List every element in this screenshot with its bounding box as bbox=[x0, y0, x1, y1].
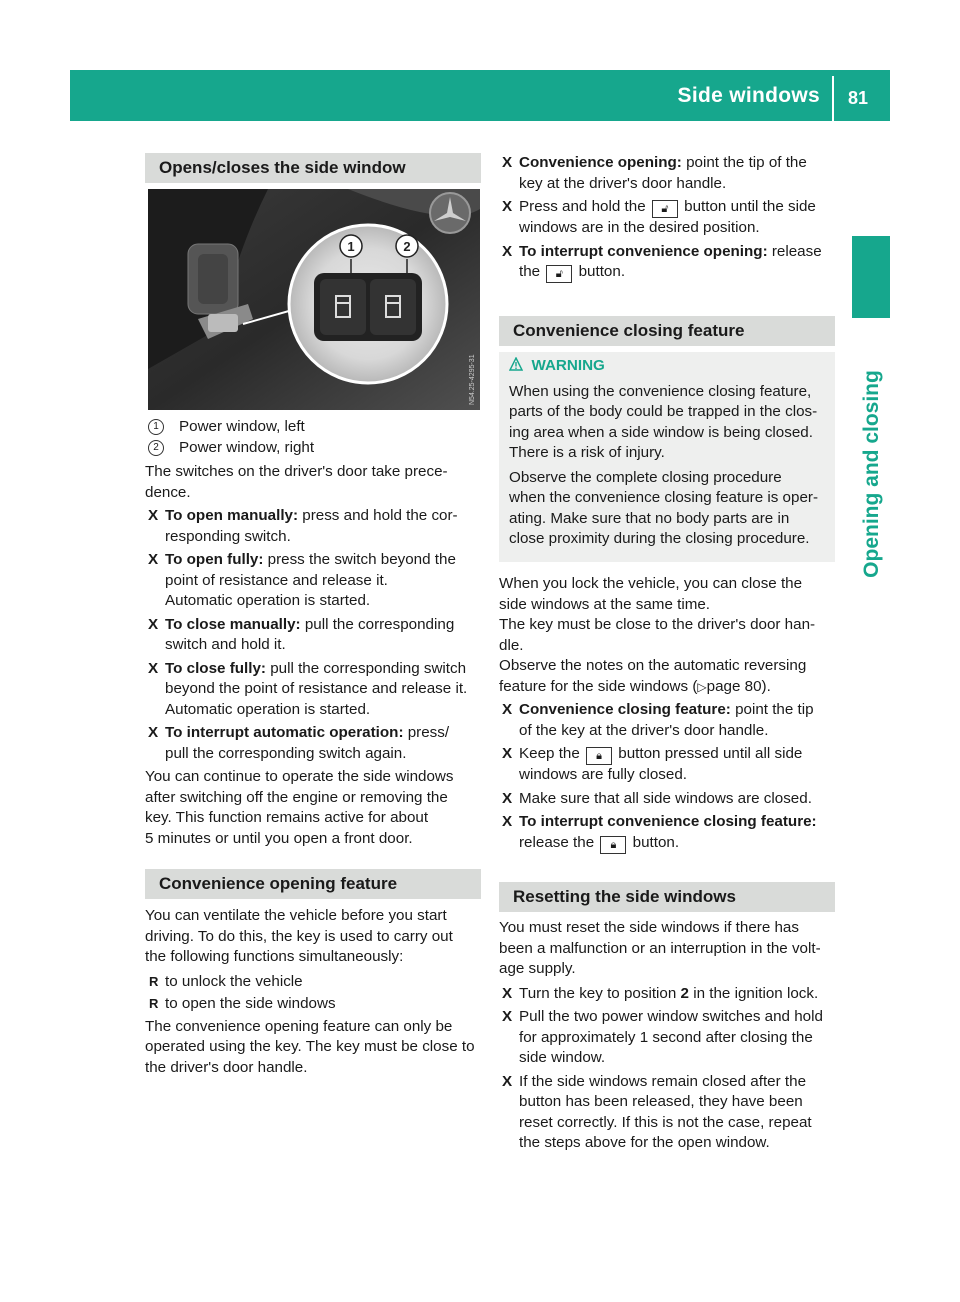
lock-icon: 🔒︎ bbox=[600, 836, 626, 854]
section-heading-opens-closes: Opens/closes the side window bbox=[145, 153, 481, 183]
unlock-icon: 🔓︎ bbox=[546, 265, 572, 283]
step-text: switch and hold it. bbox=[165, 636, 286, 653]
step-marker: X bbox=[502, 1008, 513, 1025]
bullet-text: to unlock the vehicle bbox=[165, 972, 303, 990]
legend-list bbox=[148, 417, 484, 458]
chapter-label: Opening and closing bbox=[859, 370, 883, 578]
paragraph-line: dle. bbox=[499, 636, 524, 654]
step-text: of the key at the driver's door handle. bbox=[519, 721, 769, 739]
paragraph-line: age supply. bbox=[499, 960, 576, 977]
paragraph-line: 5 minutes or until you open a front door. bbox=[145, 829, 413, 847]
warning-content bbox=[509, 356, 839, 550]
warning-text bbox=[509, 382, 839, 550]
step-item bbox=[499, 153, 839, 194]
step-text: pull the corresponding bbox=[300, 615, 455, 633]
paragraph-line: after switching off the engine or removing the bbox=[145, 788, 448, 806]
bullet-marker: R bbox=[149, 973, 159, 989]
convenience-opening-body bbox=[145, 906, 485, 1078]
step-item bbox=[499, 744, 839, 786]
step-item bbox=[145, 550, 485, 612]
paragraph-line: been a malfunction or an interruption in the volt- bbox=[499, 939, 821, 957]
step-text: release the bbox=[519, 833, 595, 851]
step-text: If the side windows remain closed after the bbox=[519, 1072, 807, 1090]
paragraph-line: dence. bbox=[145, 483, 191, 501]
step-text: side window. bbox=[519, 1049, 606, 1066]
step-label: Convenience opening: bbox=[519, 154, 682, 171]
step-text: key at the driver's door handle. bbox=[519, 174, 727, 192]
step-marker: X bbox=[502, 984, 513, 1002]
step-marker: X bbox=[148, 724, 159, 741]
paragraph-line: The convenience opening feature can only be bbox=[145, 1017, 453, 1035]
step-text: beyond the point of resistance and release it. bbox=[165, 680, 468, 697]
warning-line: ing area when a side window is being closed. bbox=[509, 423, 813, 441]
callout-2: 2 bbox=[403, 239, 411, 254]
step-label: To close manually: bbox=[165, 615, 301, 633]
warning-line: Observe the complete closing procedure bbox=[509, 468, 782, 486]
warning-line: when the convenience closing feature is oper- bbox=[509, 489, 819, 506]
bullet-marker: R bbox=[149, 996, 159, 1011]
bullet-item bbox=[145, 994, 485, 1015]
step-text: button pressed until all side bbox=[618, 745, 803, 762]
step-text: Pull the two power window switches and hold bbox=[519, 1008, 823, 1025]
legend-item bbox=[148, 417, 484, 438]
left-body bbox=[145, 462, 485, 849]
legend-text: Power window, right bbox=[179, 438, 315, 456]
step-item bbox=[499, 1072, 839, 1154]
lock-icon: 🔒︎ bbox=[586, 747, 612, 765]
step-text: point the tip of the bbox=[681, 154, 807, 171]
step-item bbox=[145, 659, 485, 721]
step-text: Automatic operation is started. bbox=[165, 700, 371, 718]
step-marker: X bbox=[502, 789, 513, 807]
step-marker: X bbox=[502, 813, 513, 830]
warning-heading bbox=[509, 356, 839, 377]
convenience-opening-steps bbox=[499, 153, 839, 283]
paragraph-line: When you lock the vehicle, you can close the bbox=[499, 575, 803, 592]
step-label: Convenience closing feature: bbox=[519, 701, 731, 718]
warning-label: WARNING bbox=[531, 357, 605, 374]
step-text: responding switch. bbox=[165, 527, 291, 545]
legend-item bbox=[148, 438, 484, 459]
paragraph-line bbox=[499, 677, 839, 698]
step-label: To interrupt convenience closing feature: bbox=[519, 813, 817, 830]
step-text: the steps above for the open window. bbox=[519, 1134, 770, 1151]
step-label: To close fully: bbox=[165, 659, 266, 677]
step-marker: X bbox=[148, 615, 159, 633]
step-text: reset correctly. If this is not the case, repeat bbox=[519, 1113, 812, 1131]
paragraph-line: driving. To do this, the key is used to carry out bbox=[145, 927, 453, 945]
paragraph-line: the driver's door handle. bbox=[145, 1058, 308, 1076]
paragraph-line: The key must be close to the driver's door han- bbox=[499, 616, 816, 633]
step-position: 2 bbox=[680, 984, 689, 1002]
step-text: Make sure that all side windows are closed. bbox=[519, 789, 812, 807]
step-text: press and hold the cor- bbox=[298, 507, 458, 524]
section-heading-convenience-opening: Convenience opening feature bbox=[145, 869, 481, 899]
step-label: To open fully: bbox=[165, 551, 264, 568]
step-text: for approximately 1 second after closing the bbox=[519, 1028, 813, 1046]
warning-line: ating. Make sure that no body parts are in bbox=[509, 509, 790, 527]
page-ref-arrow-icon: ▷ bbox=[697, 679, 707, 694]
step-marker: X bbox=[502, 745, 513, 762]
step-item bbox=[499, 197, 839, 239]
warning-line: There is a risk of injury. bbox=[509, 444, 665, 461]
warning-triangle-icon bbox=[509, 357, 523, 371]
warning-line: When using the convenience closing feature, bbox=[509, 382, 812, 400]
step-text: Automatic operation is started. bbox=[165, 592, 371, 609]
step-text: point of resistance and release it. bbox=[165, 571, 388, 589]
page-number: 81 bbox=[848, 88, 869, 108]
step-item bbox=[499, 984, 839, 1005]
step-text: windows are fully closed. bbox=[519, 766, 687, 783]
step-text: the bbox=[519, 263, 541, 280]
paragraph-line: the following functions simultaneously: bbox=[145, 948, 404, 965]
step-text: button has been released, they have been bbox=[519, 1093, 803, 1110]
step-text: press/ bbox=[403, 724, 450, 741]
legend-number: 1 bbox=[148, 419, 164, 435]
bullet-item bbox=[145, 972, 485, 993]
step-marker: X bbox=[148, 551, 159, 568]
paragraph-line: key. This function remains active for about bbox=[145, 809, 429, 826]
step-text: windows are in the desired position. bbox=[519, 219, 760, 236]
paragraph-line: Observe the notes on the automatic reversing bbox=[499, 657, 807, 674]
step-label: To interrupt convenience opening: bbox=[519, 242, 768, 260]
step-item bbox=[499, 700, 839, 741]
step-text: point the tip bbox=[730, 701, 814, 718]
paragraph-text: feature for the side windows ( bbox=[499, 677, 698, 695]
step-text: button until the side bbox=[684, 198, 816, 215]
paragraph-line: The switches on the driver's door take prece- bbox=[145, 463, 448, 480]
page-reference-link[interactable]: page 80). bbox=[706, 677, 771, 695]
paragraph-line: You can continue to operate the side windows bbox=[145, 768, 454, 785]
step-marker: X bbox=[502, 242, 513, 260]
warning-line: parts of the body could be trapped in the clos- bbox=[509, 403, 818, 420]
door-switch-photo bbox=[148, 189, 480, 410]
resetting-body bbox=[499, 918, 839, 1154]
step-label: To interrupt automatic operation: bbox=[165, 724, 404, 741]
header-divider bbox=[832, 76, 834, 121]
step-item bbox=[499, 242, 839, 284]
step-marker: X bbox=[502, 198, 513, 215]
section-heading-resetting: Resetting the side windows bbox=[499, 882, 835, 912]
step-text: Press and hold the bbox=[519, 198, 646, 215]
step-marker: X bbox=[148, 507, 159, 524]
step-text: in the ignition lock. bbox=[689, 984, 819, 1002]
step-marker: X bbox=[502, 154, 513, 171]
legend-number: 2 bbox=[148, 440, 164, 456]
page-header-title: Side windows bbox=[677, 84, 820, 107]
step-text: release bbox=[767, 242, 822, 260]
step-item bbox=[145, 615, 485, 656]
callout-1: 1 bbox=[347, 239, 355, 254]
step-item bbox=[145, 723, 485, 764]
step-item bbox=[145, 506, 485, 547]
bullet-text: to open the side windows bbox=[165, 995, 336, 1012]
paragraph-line: You must reset the side windows if there has bbox=[499, 919, 799, 936]
step-text: Keep the bbox=[519, 745, 580, 762]
step-item bbox=[499, 1007, 839, 1069]
convenience-closing-body bbox=[499, 574, 839, 854]
image-code: N54.25-4295-31 bbox=[469, 354, 476, 405]
step-text: button. bbox=[578, 263, 626, 280]
chapter-tab bbox=[852, 236, 890, 318]
unlock-icon: 🔓︎ bbox=[652, 200, 678, 218]
step-marker: X bbox=[502, 1072, 513, 1090]
step-text: pull the corresponding switch bbox=[265, 659, 467, 677]
step-text: button. bbox=[632, 833, 680, 851]
step-text: Turn the key to position bbox=[519, 984, 677, 1002]
warning-line: close proximity during the closing procedure. bbox=[509, 530, 810, 547]
paragraph-line: operated using the key. The key must be close to bbox=[145, 1038, 475, 1055]
paragraph-line: You can ventilate the vehicle before you start bbox=[145, 907, 447, 924]
legend-text: Power window, left bbox=[179, 418, 305, 435]
step-marker: X bbox=[148, 659, 159, 677]
step-marker: X bbox=[502, 701, 513, 718]
step-text: press the switch beyond the bbox=[263, 551, 456, 568]
section-heading-convenience-closing: Convenience closing feature bbox=[499, 316, 835, 346]
step-item bbox=[499, 789, 839, 810]
step-item bbox=[499, 812, 839, 854]
paragraph-line: side windows at the same time. bbox=[499, 595, 711, 613]
step-text: pull the corresponding switch again. bbox=[165, 744, 407, 762]
step-label: To open manually: bbox=[165, 507, 299, 524]
